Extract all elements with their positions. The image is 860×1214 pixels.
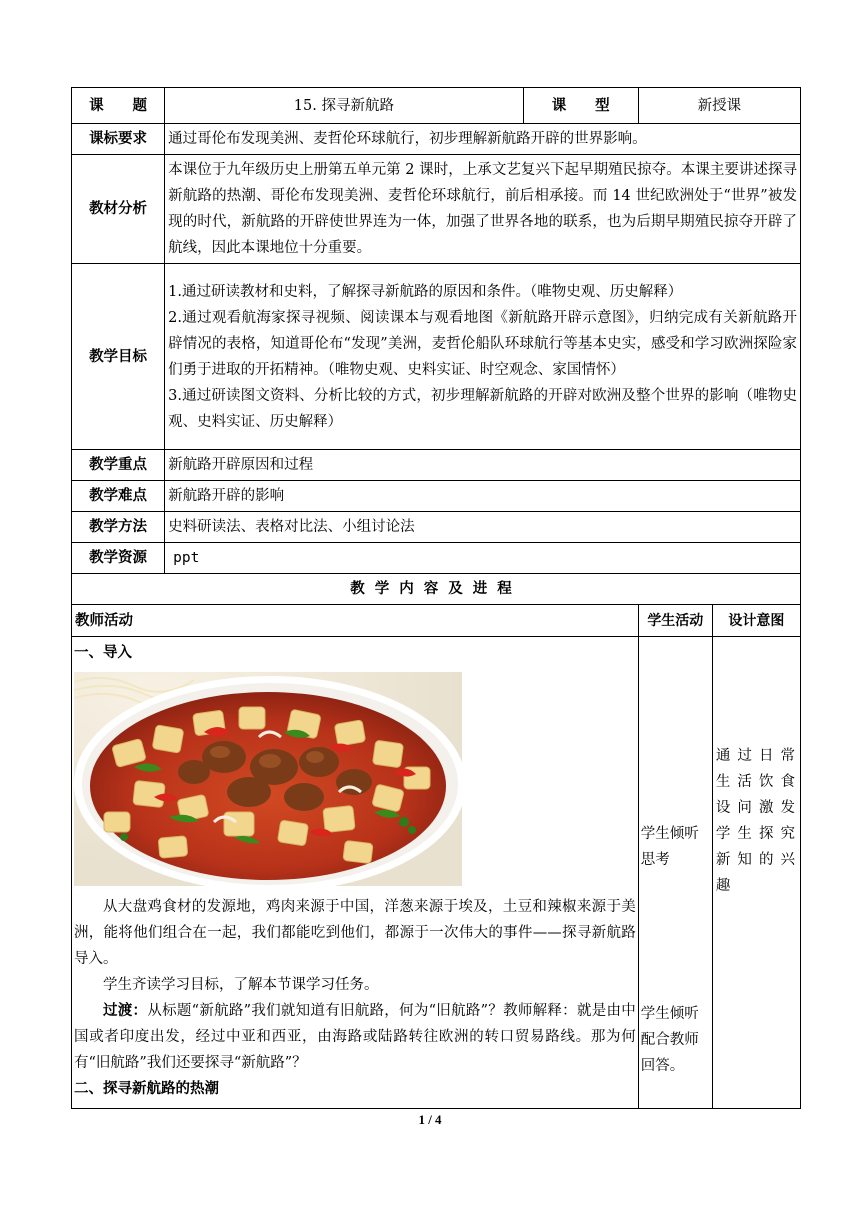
col-student: 学生活动 [638,605,712,637]
student-activity-2: 学生倾听配合教师回答。 [640,1006,699,1074]
key-text: 新航路开辟原因和过程 [165,450,801,481]
topic-value: 15. 探寻新航路 [165,88,523,124]
analysis-text: 本课位于九年级历史上册第五单元第 2 课时，上承文艺复兴下起早期殖民掠夺。本课主要讲述探寻新航路的热潮、哥伦布发现美洲、麦哲伦环球航行，前后相承接。而 14 世纪欧洲处于“世界”被发现的时代，新航路的开辟使世界连为一体，加强了世界各地的联系，也为后期早期殖民掠夺开辟了航线，因此本课地位十分重要。 [165,155,801,264]
process-heading: 教学内容及进程 [72,574,801,605]
col-teacher: 教师活动 [72,605,639,637]
col-intent: 设计意图 [712,605,800,637]
transition-text: 从标题“新航路”我们就知道有旧航路，何为“旧航路”？教师解释：就是由中国或者印度出发，经过中亚和西亚，由海路或陆路转往欧洲的转口贸易路线。那为何有“旧航路”我们还要探寻“新航路”？ [74,1003,636,1071]
transition-paragraph [74,998,636,1076]
standard-row [72,124,801,155]
goal-2: 2.通过观看航海家探寻视频、阅读课本与观看地图《新航路开辟示意图》，归纳完成有关新航路开辟情况的表格，知道哥伦布“发现”美洲，麦哲伦船队环球航行等基本史实，感受和学习欧洲探险家们勇于进取的开拓精神。（唯物史观、史料实证、时空观念、家国情怀） [168,309,797,378]
section2-title: 二、探寻新航路的热潮 [74,1081,219,1097]
resource-row [72,543,801,574]
read-goals-paragraph: 学生齐读学习目标，了解本节课学习任务。 [103,977,379,993]
process-heading-row [72,574,801,605]
intro-paragraph: 从大盘鸡食材的发源地，鸡肉来源于中国，洋葱来源于埃及，土豆和辣椒来源于美洲，能将他们组合在一起，我们都能吃到他们，都源于一次伟大的事件——探寻新航路导入。 [74,899,636,967]
goals-label: 教学目标 [72,264,165,450]
type-label: 课 型 [523,88,638,124]
page-number: 1 / 4 [418,1112,442,1127]
resource-label: 教学资源 [72,543,165,574]
difficulty-text: 新航路开辟的影响 [165,481,801,512]
standard-label: 课标要求 [72,124,165,155]
process-body-row [72,637,801,1109]
design-intent-1: 通过日常生活饮食设问激发学生探究新知的兴趣 [715,748,797,894]
analysis-label: 教材分析 [72,155,165,264]
student-activity-cell [638,637,712,1109]
difficulty-label: 教学难点 [72,481,165,512]
standard-text: 通过哥伦布发现美洲、麦哲伦环球航行，初步理解新航路开辟的世界影响。 [165,124,801,155]
lesson-plan-table [71,87,801,1109]
goals-cell [165,264,801,450]
transition-label: 过渡： [103,1002,148,1019]
topic-row [72,88,801,124]
goals-row [72,264,801,450]
method-text: 史料研读法、表格对比法、小组讨论法 [165,512,801,543]
key-row [72,450,801,481]
difficulty-row [72,481,801,512]
dapanji-illustration [74,672,462,886]
teacher-activity-cell [72,637,639,1109]
dapanji-image [74,672,462,886]
method-row [72,512,801,543]
process-columns-row [72,605,801,637]
key-label: 教学重点 [72,450,165,481]
type-value: 新授课 [638,88,800,124]
goal-3: 3.通过研读图文资料、分析比较的方式，初步理解新航路的开辟对欧洲及整个世界的影响（唯物史观、史料实证、历史解释） [168,387,797,430]
analysis-row [72,155,801,264]
method-label: 教学方法 [72,512,165,543]
goal-1: 1.通过研读教材和史料，了解探寻新航路的原因和条件。（唯物史观、历史解释） [168,283,683,300]
student-activity-1: 学生倾听思考 [640,826,699,868]
design-intent-cell [712,637,800,1109]
section1-title: 一、导入 [74,645,132,661]
topic-label: 课 题 [72,88,165,124]
resource-text: ppt [165,543,801,574]
